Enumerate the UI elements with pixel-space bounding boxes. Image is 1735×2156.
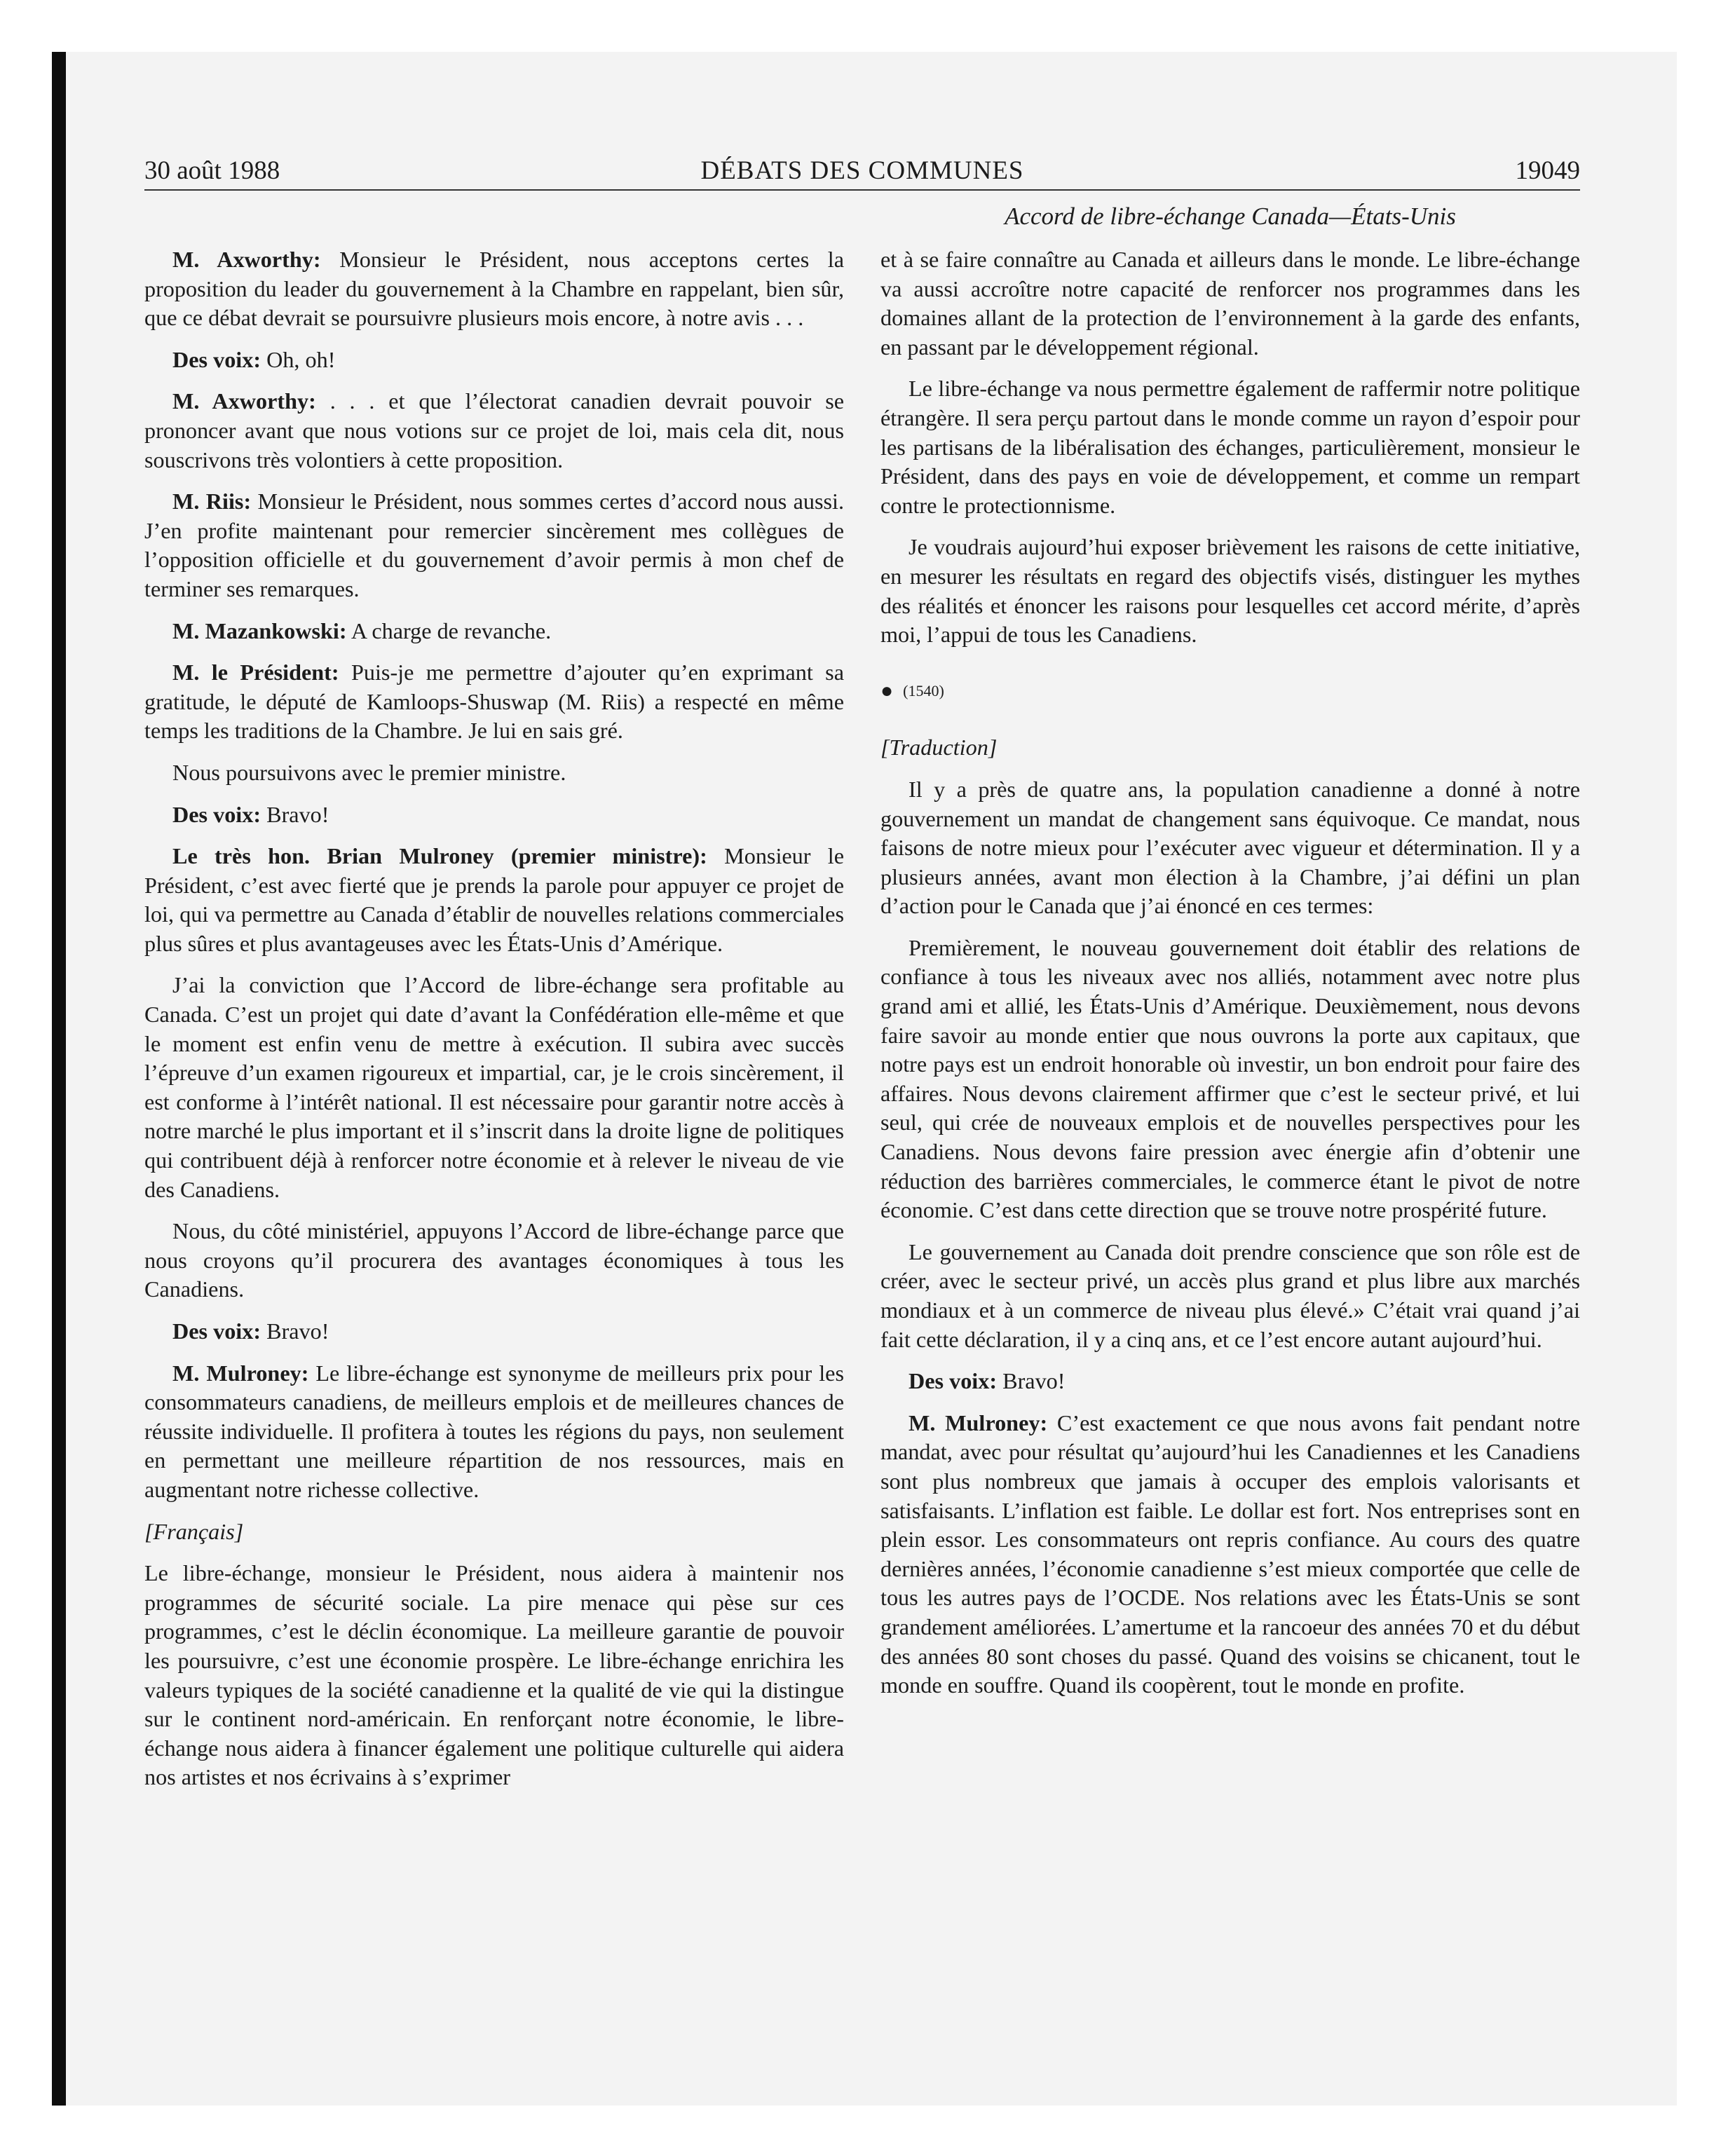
paragraph [144,487,844,603]
paragraph-text: Je voudrais aujourd’hui exposer brièvement les raisons de cette initiative, en mesurer les résultats en regard des objectifs visés, distinguer les mythes des réalités et énoncer les raisons pour lesquelles cet accord mérite, d’après moi, l’appui de tous les Canadiens. [880,534,1580,648]
paragraph-text: Il y a près de quatre ans, la population canadienne a donné à notre gouvernement un mandat de changement sans équivoque. Ce mandat, nous faisons de notre mieux pour l’exécuter avec vigueur et détermination. Il y a plusieurs années, avant mon élection à la Chambre, j’ai défini un plan d’action pour le Canada que j’ai énoncé en ces termes: [880,776,1580,919]
paragraph-text: Monsieur le Président, nous acceptons certes la proposition du leader du gouvernement à la Chambre en rappelant, bien sûr, que ce débat devrait se poursuivre plusieurs mois encore, à notre avis . . . [144,247,845,331]
speaker-name: Des voix: [909,1368,998,1394]
paragraph-text: Le libre-échange va nous permettre également de raffermir notre politique étrangère. Il sera perçu partout dans le monde comme un rayon d’espoir pour les partisans de la libéralisation des échanges, particulièrement, monsieur le Président, dans des pays en voie de développement, et comme un rempart contre le protectionnisme. [880,376,1580,518]
scan-edge [52,52,66,2106]
paragraph-text: C’est exactement ce que nous avons fait pendant notre mandat, avec pour résultat qu’aujourd’hui les Canadiennes et les Canadiens sont plus nombreux que jamais à occuper des emplois valorisants et satisfaisants. L’inflation est faible. Le dollar est fort. Nos entreprises sont en plein essor. Les consommateurs ont repris confiance. Au cours des quatre dernières années, l’économie canadienne s’est mieux comportée que celle de tous les autres pays de l’OCDE. Nos relations avec les États-Unis se sont grandement améliorées. L’amertume et la rancoeur des années 70 et du début des années 80 sont choses du passé. Quand des voisins se chicanent, tout le monde en souffre. Quand ils coopèrent, tout le monde en profite. [880,1410,1580,1698]
paragraph [880,775,1580,921]
paragraph-text: Nous, du côté ministériel, appuyons l’Accord de libre-échange parce que nous croyons qu’il procurera des avantages économiques à tous les Canadiens. [144,1218,844,1302]
paragraph [144,1217,844,1304]
speaker-name: Le très hon. Brian Mulroney (premier ministre): [172,843,707,869]
paragraph [144,245,844,333]
left-paragraphs [144,245,844,1505]
paragraph-text: Premièrement, le nouveau gouvernement doit établir des relations de confiance à tous les niveaux avec nos alliés, notamment avec notre plus grand ami et allié, les États-Unis d’Amérique. Deuxièmement, nous devons faire savoir au monde entier que nous ouvrons la porte aux capitaux, que notre pays est un endroit honorable où investir, un bon endroit pour faire des affaires. Nous devons clairement affirmer que c’est le secteur privé, et lui seul, qui crée de nouveaux emplois et de nouvelles perspectives pour les Canadiens. Nous devons faire pression avec énergie afin d’obtenir une réduction des barrières commerciales, le commerce étant le pivot de notre économie. C’est dans cette direction que se trouve notre prospérité future. [880,934,1580,1223]
page-header [144,153,1580,191]
speaker-name: Des voix: [172,346,261,372]
paragraph [144,800,844,830]
header-date: 30 août 1988 [144,156,280,185]
speaker-name: Des voix: [172,1318,261,1344]
paragraph: Le libre-échange, monsieur le Président, nous aidera à maintenir nos programmes de sécurité sociale. La pire menace qui pèse sur ces programmes, c’est le déclin économique. La meilleure garantie de pouvoir les poursuivre, c’est une économie prospère. Le libre-échange enrichira les valeurs typiques de la société canadienne et la qualité de vie qui la distingue sur le continent nord-américain. En renforçant notre économie, le libre-échange nous aidera à financer également une politique culturelle qui aidera nos artistes et nos écrivains à s’exprimer [144,1560,844,1790]
language-tag-traduction: [Traduction] [880,735,998,760]
paragraph [880,533,1580,649]
paragraph-text: Bravo! [997,1368,1066,1394]
paragraph [144,1359,844,1505]
paragraph [880,245,1580,362]
speaker-name: M. Mulroney: [909,1410,1048,1435]
speaker-name: M. Axworthy: [172,388,316,414]
speaker-name: Des voix: [172,801,261,827]
right-column [880,245,1580,1713]
paragraph [880,1409,1580,1700]
paragraph-text: Monsieur le Président, nous sommes certes d’accord nous aussi. J’en profite maintenant pour remercier sincèrement mes collègues de l’opposition officielle et du gouvernement d’avoir permis à mon chef de terminer ses remarques. [144,489,845,601]
paragraph [144,971,844,1204]
paragraph [144,658,844,746]
bullet-icon: ● [880,678,894,702]
paragraph [880,934,1580,1225]
paragraph-text: Bravo! [261,801,329,827]
paragraph [880,374,1580,520]
time-marker-text: (1540) [903,681,944,700]
speaker-name: M. Axworthy: [172,247,321,272]
paragraph-text: Monsieur le Président, c’est avec fierté que je prends la parole pour appuyer ce projet de loi, qui va permettre au Canada d’établir de nouvelles relations commerciales plus sûres et plus avantageuses avec les États-Unis d’Amérique. [144,843,844,956]
time-marker [880,676,1580,706]
paragraph [144,1317,844,1346]
paragraph-text: et à se faire connaître au Canada et ailleurs dans le monde. Le libre-échange va aussi accroître notre capacité de renforcer nos programmes dans les domaines allant de la protection de l’environnement à la garde des enfants, en passant par le développement régional. [880,247,1580,360]
paragraph [144,617,844,646]
header-title: DÉBATS DES COMMUNES [700,156,1024,185]
paragraph [880,1367,1580,1396]
paragraph-text: . . . et que l’électorat canadien devrait pouvoir se prononcer avant que nous votions sur ce projet de loi, mais cela dit, nous souscrivons très volontiers à cette proposition. [144,388,845,472]
speaker-name: M. Mulroney: [172,1360,309,1386]
speaker-name: M. le Président: [172,660,339,685]
paragraph-text: A charge de revanche. [346,618,552,643]
paragraph-text: Le libre-échange est synonyme de meilleurs prix pour les consommateurs canadiens, de meilleurs emplois et de meilleures chances de réussite individuelle. Il profitera à toutes les régions du pays, non seulement en permettant une meilleure répartition de nos ressources, mais en augmentant notre richesse collective. [144,1360,844,1502]
paragraph [144,346,844,375]
language-tag-francais: [Français] [144,1518,244,1544]
paragraph [144,387,844,475]
paragraph-text: Bravo! [261,1318,329,1344]
left-column [144,245,844,1805]
paragraph-text: Nous poursuivons avec le premier ministre. [172,759,566,785]
speaker-name: M. Riis: [172,489,252,514]
paragraph [144,758,844,788]
header-page-number: 19049 [1515,156,1580,185]
section-subheader: Accord de libre-échange Canada—États-Unis [1005,203,1456,230]
right-bottom-paragraphs [880,775,1580,1700]
paragraph [880,1238,1580,1354]
paragraph [144,842,844,958]
paragraph-text: J’ai la conviction que l’Accord de libre-échange sera profitable au Canada. C’est un projet qui date d’avant la Confédération elle-même et que le moment est enfin venu de mettre à exécution. Il subira avec succès l’épreuve d’un examen rigoureux et impartial, car, je le crois sincèrement, il est conforme à l’intérêt national. Il est nécessaire pour garantir notre accès à notre marché le plus important et il s’inscrit dans la droite ligne de politiques qui contribuent déjà à renforcer notre économie et à relever le niveau de vie des Canadiens. [144,972,844,1202]
speaker-name: M. Mazankowski: [172,618,347,643]
right-top-paragraphs [880,245,1580,650]
paragraph-text: Oh, oh! [261,346,336,372]
paragraph-text: Le gouvernement au Canada doit prendre conscience que son rôle est de créer, avec le secteur privé, un accès plus grand et plus libre aux marchés mondiaux et à un commerce de niveau plus élevé.» C’était vrai quand j’ai fait cette déclaration, il y a cinq ans, et ce l’est encore autant aujourd’hui. [880,1239,1580,1352]
paragraph-text: Puis-je me permettre d’ajouter qu’en exprimant sa gratitude, le député de Kamloops-Shuswap (M. Riis) a respecté en même temps les traditions de la Chambre. Je lui en sais gré. [144,660,844,744]
